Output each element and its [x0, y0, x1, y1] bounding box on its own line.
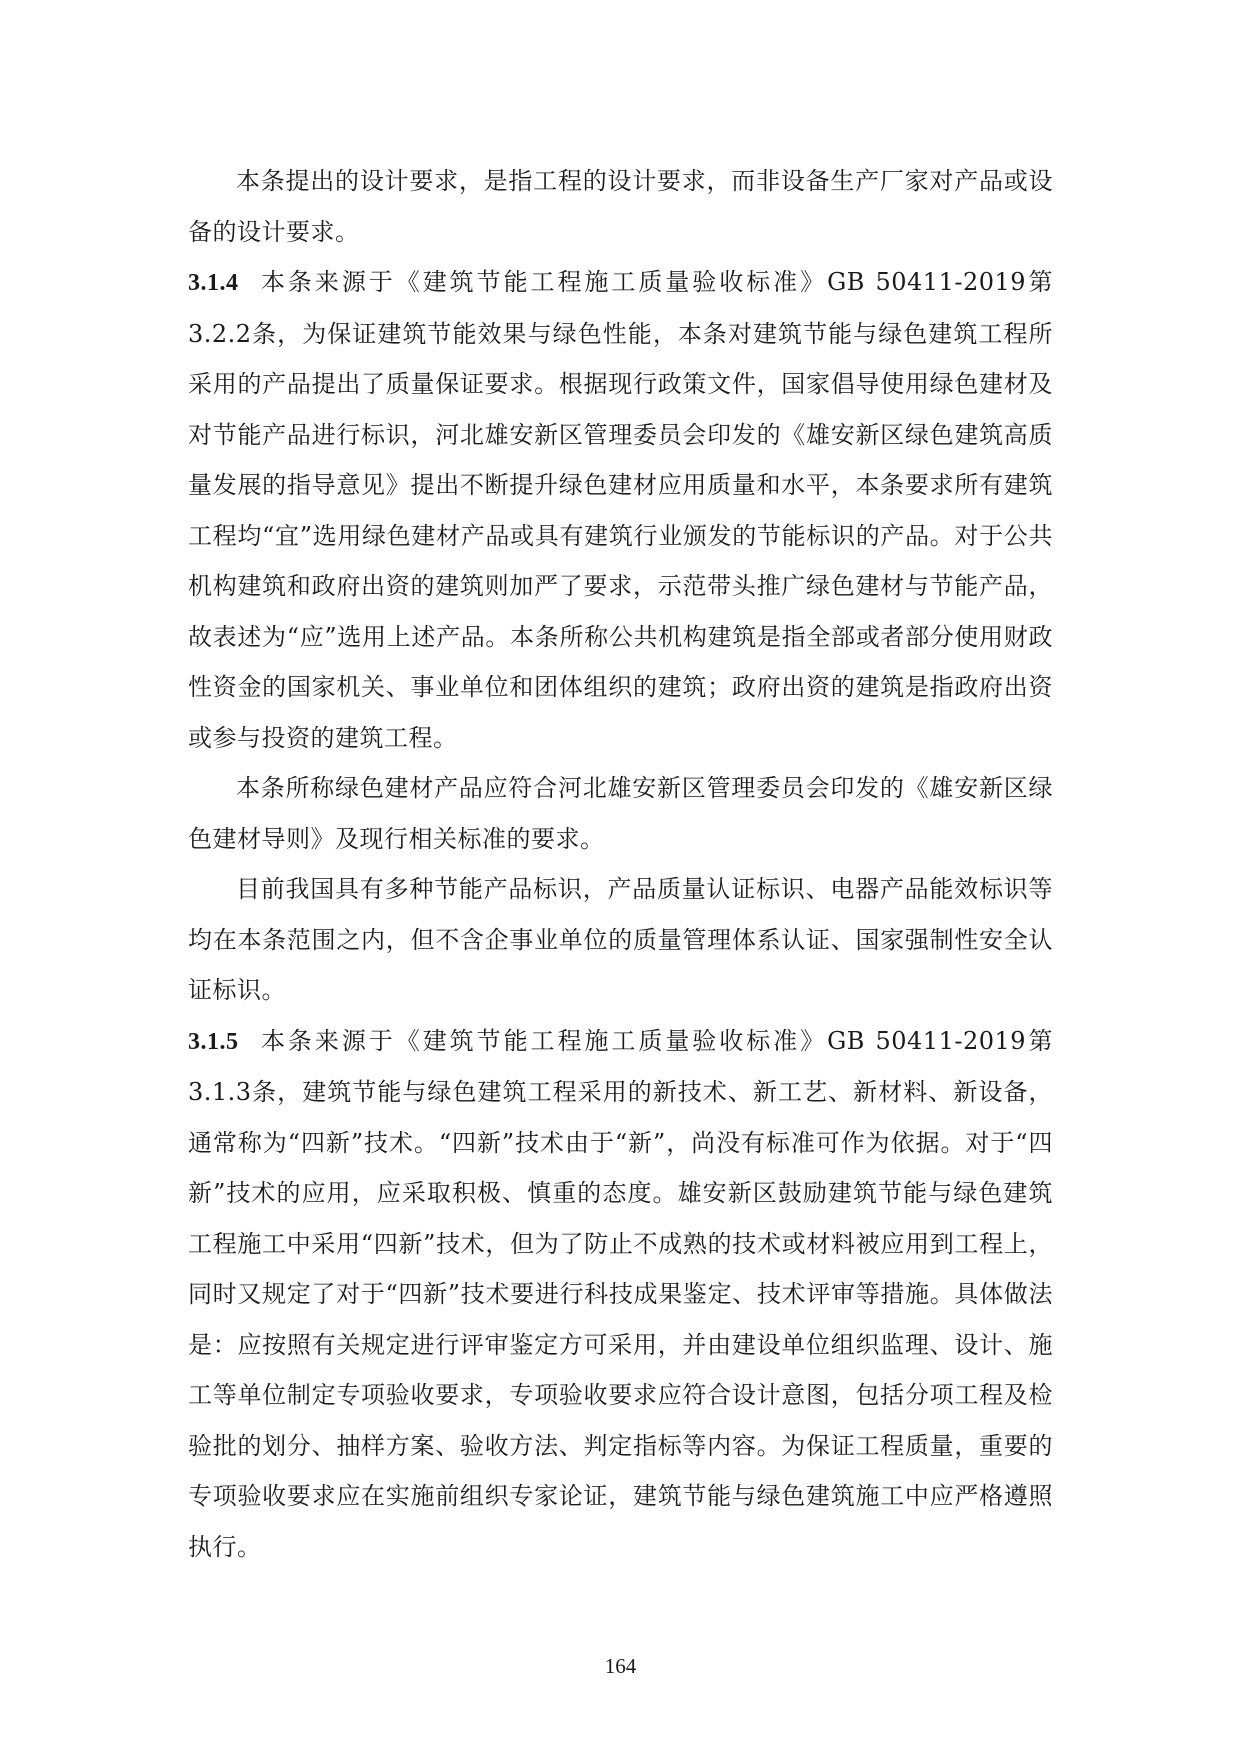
- clause-paragraph: [188, 1016, 1053, 1573]
- clause-number: 3.1.5: [188, 1028, 239, 1055]
- paragraph-text: 本条所称绿色建材产品应符合河北雄安新区管理委员会印发的《雄安新区绿色建材导则》及现行相关标准的要求。: [188, 774, 1053, 853]
- paragraph-text: 本条提出的设计要求，是指工程的设计要求，而非设备生产厂家对产品或设备的设计要求。: [188, 167, 1053, 246]
- clause-paragraph: [188, 257, 1053, 763]
- paragraph-text: 目前我国具有多种节能产品标识，产品质量认证标识、电器产品能效标识等均在本条范围之内，但不含企事业单位的质量管理体系认证、国家强制性安全认证标识。: [188, 875, 1053, 1004]
- paragraph-text: 本条来源于《建筑节能工程施工质量验收标准》GB 50411-2019第3.2.2条，为保证建筑节能效果与绿色性能，本条对建筑节能与绿色建筑工程所采用的产品提出了质量保证要求。根据现行政策文件，国家倡导使用绿色建材及对节能产品进行标识，河北雄安新区管理委员会印发的《雄安新区绿色建筑高质量发展的指导意见》提出不断提升绿色建材应用质量和水平，本条要求所有建筑工程均“宜”选用绿色建材产品或具有建筑行业颁发的节能标识的产品。对于公共机构建筑和政府出资的建筑则加严了要求，示范带头推广绿色建材与节能产品，故表述为“应”选用上述产品。本条所称公共机构建筑是指全部或者部分使用财政性资金的国家机关、事业单位和团体组织的建筑；政府出资的建筑是指政府出资或参与投资的建筑工程。: [188, 268, 1053, 752]
- document-body: [188, 156, 1053, 1572]
- clause-number: 3.1.4: [188, 270, 239, 296]
- paragraph: [188, 156, 1053, 257]
- paragraph-text: 本条来源于《建筑节能工程施工质量验收标准》GB 50411-2019第3.1.3条，建筑节能与绿色建筑工程采用的新技术、新工艺、新材料、新设备，通常称为“四新”技术。“四新”技术由于“新”，尚没有标准可作为依据。对于“四新”技术的应用，应采取积极、慎重的态度。雄安新区鼓励建筑节能与绿色建筑工程施工中采用“四新”技术，但为了防止不成熟的技术或材料被应用到工程上，同时又规定了对于“四新”技术要进行科技成果鉴定、技术评审等措施。具体做法是：应按照有关规定进行评审鉴定方可采用，并由建设单位组织监理、设计、施工等单位制定专项验收要求，专项验收要求应符合设计意图，包括分项工程及检验批的划分、抽样方案、验收方法、判定指标等内容。为保证工程质量，重要的专项验收要求应在实施前组织专家论证，建筑节能与绿色建筑施工中应严格遵照执行。: [188, 1026, 1053, 1561]
- paragraph: [188, 864, 1053, 1016]
- page-number: 164: [604, 1654, 637, 1678]
- paragraph: [188, 763, 1053, 864]
